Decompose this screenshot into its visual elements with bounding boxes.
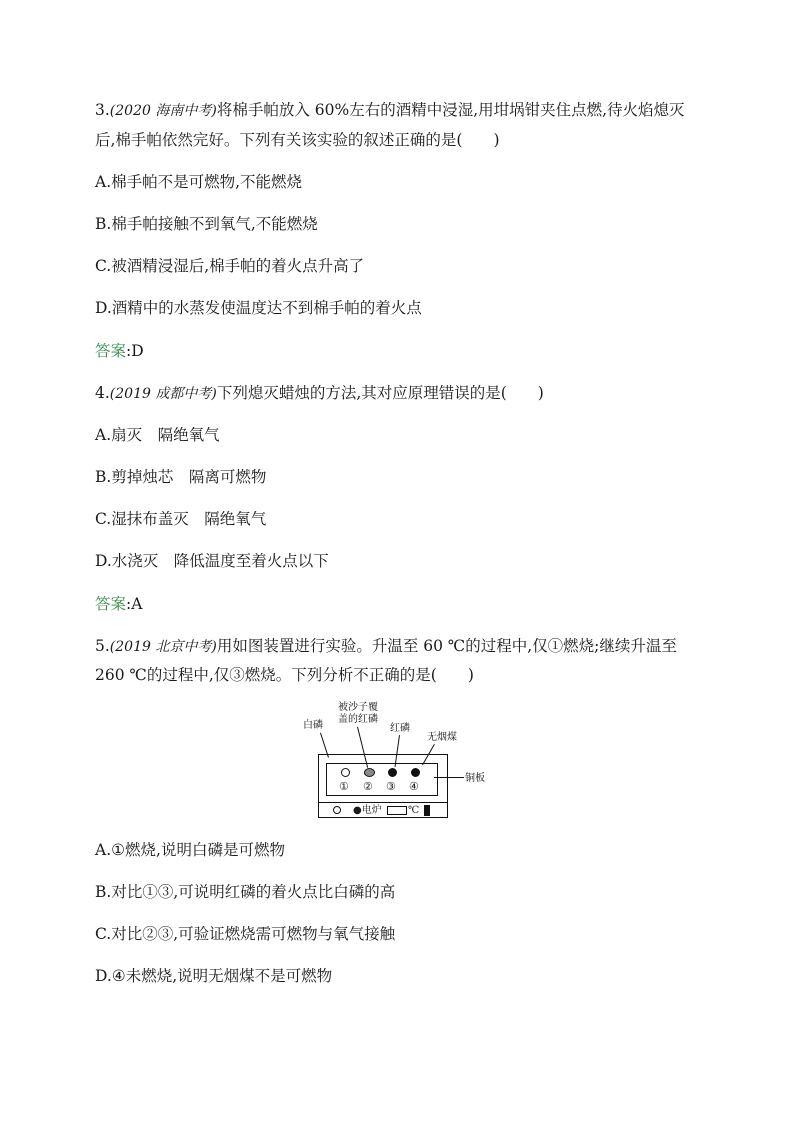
mark-1: ①	[339, 780, 349, 793]
question-stem: 用如图装置进行实验。升温至 60 ℃的过程中,仅①燃烧;继续升温至	[216, 637, 677, 655]
question-5-stem-line-1	[95, 635, 694, 658]
stove-label: ●电炉	[353, 805, 382, 816]
question-5-option-d: D.④未燃烧,说明无烟煤不是可燃物	[95, 967, 333, 985]
label-copper-plate: 铜板	[465, 773, 485, 784]
question-3-option-d: D.酒精中的水蒸发使温度达不到棉手帕的着火点	[95, 299, 422, 317]
mark-4: ④	[409, 780, 419, 793]
question-3-answer	[95, 340, 694, 362]
question-stem: 将棉手帕放入 60%左右的酒精中浸湿,用坩埚钳夹住点燃,待火焰熄灭	[216, 101, 685, 119]
question-source: (2019 成都中考)	[109, 386, 217, 402]
label-covered-red-phosphorus-line-1: 被沙子覆	[338, 702, 378, 713]
answer-value: :D	[126, 342, 144, 360]
answer-value: :A	[126, 595, 143, 613]
red-phosphorus-sample	[388, 768, 397, 777]
label-covered-red-phosphorus-line-2: 盖的红磷	[338, 714, 378, 725]
temperature-display	[387, 806, 407, 815]
mark-2: ②	[363, 780, 373, 793]
mark-3: ③	[386, 780, 396, 793]
answer-label: 答案	[95, 342, 127, 360]
question-source: (2020 海南中考)	[109, 103, 217, 119]
question-number: 5.	[95, 637, 110, 655]
question-4-stem-line-1	[95, 382, 694, 405]
power-indicator	[333, 806, 341, 814]
question-4-answer	[95, 593, 694, 615]
temperature-unit: ℃	[408, 805, 420, 816]
question-4-option-c: C.湿抹布盖灭 隔绝氧气	[95, 510, 267, 528]
anthracite-sample	[411, 768, 420, 777]
label-white-phosphorus: 白磷	[303, 720, 323, 731]
question-3-option-c: C.被酒精浸湿后,棉手帕的着火点升高了	[95, 257, 365, 275]
covered-red-phosphorus-sample	[364, 768, 375, 777]
panel-divider	[319, 802, 447, 803]
question-4-option-b: B.剪掉烛芯 隔离可燃物	[95, 468, 267, 486]
question-5-option-c: C.对比②③,可验证燃烧需可燃物与氧气接触	[95, 925, 396, 943]
question-3-stem-line-2: 后,棉手帕依然完好。下列有关该实验的叙述正确的是( )	[95, 131, 500, 149]
question-5-stem-line-2: 260 ℃的过程中,仅③燃烧。下列分析不正确的是( )	[95, 666, 474, 684]
question-4-option-d: D.水浇灭 降低温度至着火点以下	[95, 552, 329, 570]
stove-switch	[424, 805, 430, 816]
question-number: 4.	[95, 384, 110, 402]
white-phosphorus-sample	[341, 768, 350, 777]
question-stem: 下列熄灭蜡烛的方法,其对应原理错误的是( )	[216, 384, 544, 402]
question-5-option-a: A.①燃烧,说明白磷是可燃物	[95, 841, 285, 859]
electric-stove-body	[318, 754, 448, 818]
question-4-option-a: A.扇灭 隔绝氧气	[95, 426, 220, 444]
question-3-option-a: A.棉手帕不是可燃物,不能燃烧	[95, 173, 303, 191]
experiment-apparatus-figure	[300, 702, 500, 824]
question-number: 3.	[95, 101, 110, 119]
question-3-option-b: B.棉手帕接触不到氧气,不能燃烧	[95, 215, 318, 233]
question-5-option-b: B.对比①③,可说明红磷的着火点比白磷的高	[95, 883, 396, 901]
question-3-stem-line-1	[95, 99, 694, 122]
label-red-phosphorus: 红磷	[390, 723, 410, 734]
label-anthracite: 无烟煤	[427, 732, 457, 743]
answer-label: 答案	[95, 595, 127, 613]
question-source: (2019 北京中考)	[109, 639, 217, 655]
copper-plate	[326, 763, 438, 796]
